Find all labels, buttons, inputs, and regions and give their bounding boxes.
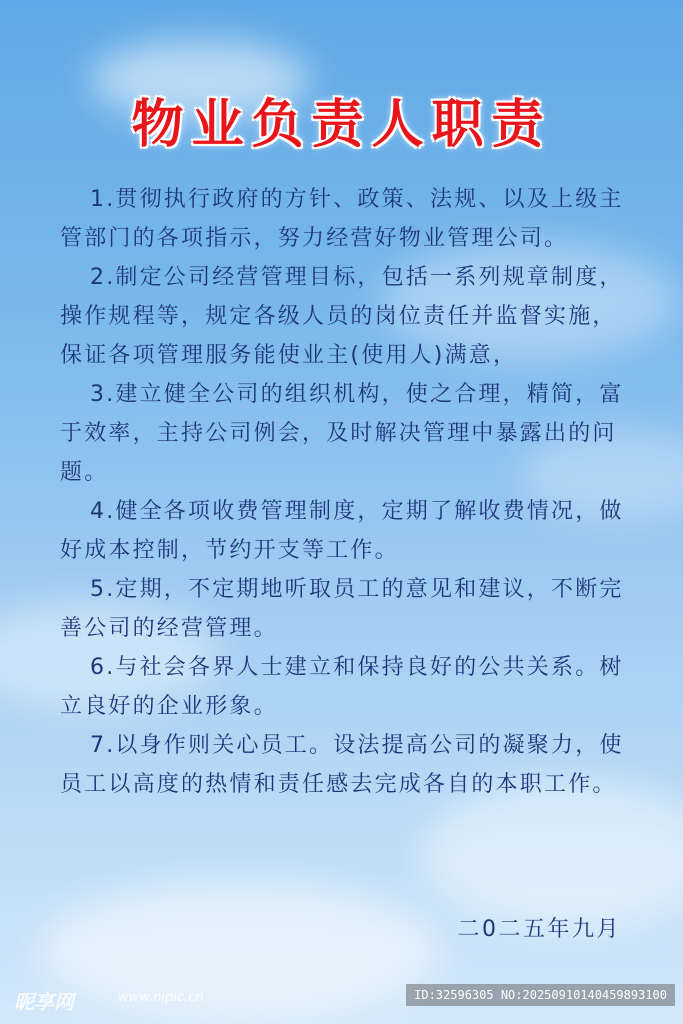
duty-item-7: 7.以身作则关心员工。设法提高公司的凝聚力，使员工以高度的热情和责任感去完成各自的本职工作。 (60, 733, 624, 797)
duty-item-2: 2.制定公司经营管理目标，包括一系列规章制度，操作规程等，规定各级人员的岗位责任并监督实施，保证各项管理服务能使业主(使用人)满意， (60, 265, 624, 368)
watermark-url: www.nipic.cn (118, 990, 204, 1005)
duty-item-1: 1.贯彻执行政府的方针、政策、法规、以及上级主管部门的各项指示，努力经营好物业管理公司。 (60, 187, 624, 251)
watermark-id: ID:32596305 NO:20250910140459893100 (406, 984, 675, 1006)
duty-item-5: 5.定期，不定期地听取员工的意见和建议，不断完善公司的经营管理。 (60, 577, 624, 641)
page-title: 物业负责人职责 (131, 94, 552, 155)
duty-item-4: 4.健全各项收费管理制度，定期了解收费情况，做好成本控制，节约开支等工作。 (60, 499, 624, 563)
duty-list (60, 180, 625, 804)
cloud-decoration (40, 880, 440, 1020)
watermark-logo: 昵享网 (14, 990, 74, 1014)
duty-item-3: 3.建立健全公司的组织机构，使之合理，精简，富于效率，主持公司例会，及时解决管理中暴露出的问题。 (60, 382, 624, 485)
issue-date: 二0二五年九月 (457, 917, 621, 942)
duty-item-6: 6.与社会各界人士建立和保持良好的公共关系。树立良好的企业形象。 (60, 655, 624, 719)
